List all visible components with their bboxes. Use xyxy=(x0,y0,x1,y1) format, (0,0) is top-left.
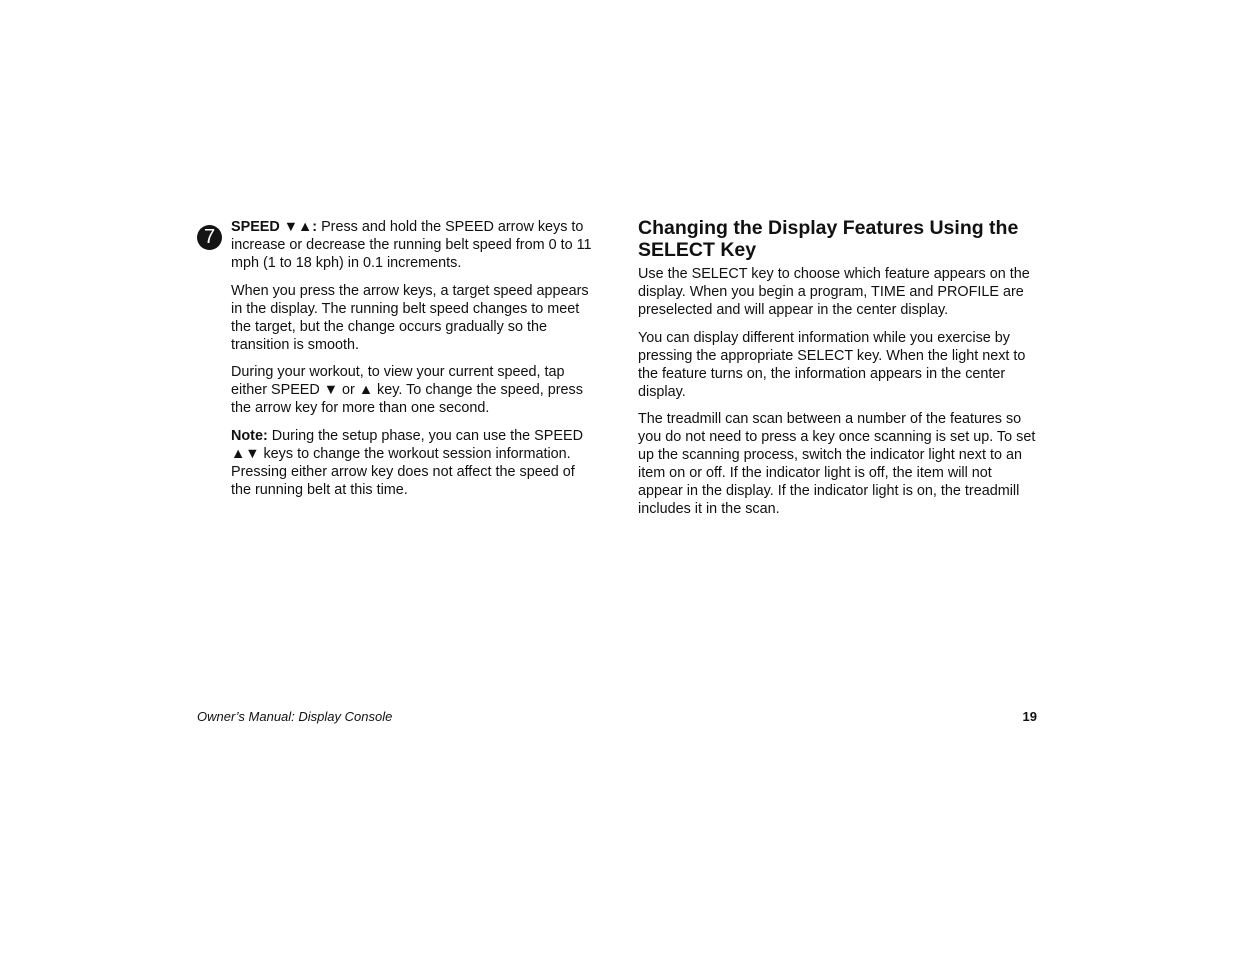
speed-item-text: Press and hold the SPEED arrow keys to increase or decrease the running belt speed from 0 to 11 mph (1 to 18 kph) in 0.1 increments. xyxy=(231,219,592,271)
target-speed-paragraph: When you press the arrow keys, a target speed appears in the display. The running belt speed changes to meet the target, but the change occurs gradually so the transition is smooth. xyxy=(231,282,589,353)
scan-paragraph: The treadmill can scan between a number of the features so you do not need to press a key once scanning is set up. To set up the scanning process, switch the indicator light next to an item on or off. If the indicator light is off, the item will not appear in the display. If the indicator light is on, the treadmill includes it in the scan. xyxy=(638,411,1036,517)
speed-item-paragraph xyxy=(231,218,597,272)
note-paragraph xyxy=(231,427,597,499)
section-heading: Changing the Display Features Using the SELECT Key xyxy=(638,217,1019,261)
select-key-paragraph: Use the SELECT key to choose which feature appears on the display. When you begin a program, TIME and PROFILE are preselected and will appear in the center display. xyxy=(638,266,1030,318)
speed-item-label: SPEED ▼▲: xyxy=(231,219,318,235)
right-column xyxy=(638,217,1038,528)
display-info-paragraph: You can display different information while you exercise by pressing the appropriate SELECT key. When the light next to the feature turns on, the information appears in the center display. xyxy=(638,329,1026,400)
current-speed-paragraph: During your workout, to view your current speed, tap either SPEED ▼ or ▲ key. To change the speed, press the arrow key for more than one second. xyxy=(231,364,583,416)
left-column-text xyxy=(231,218,597,508)
note-text: During the setup phase, you can use the SPEED ▲▼ keys to change the workout session information. Pressing either arrow key does not affect the speed of the running belt at this time. xyxy=(231,427,583,498)
page-footer xyxy=(197,708,1039,728)
step-number-badge: 7 xyxy=(197,225,222,250)
footer-title: Owner’s Manual: Display Console xyxy=(197,709,393,724)
page-number: 19 xyxy=(1022,709,1037,724)
note-label: Note: xyxy=(231,427,268,444)
